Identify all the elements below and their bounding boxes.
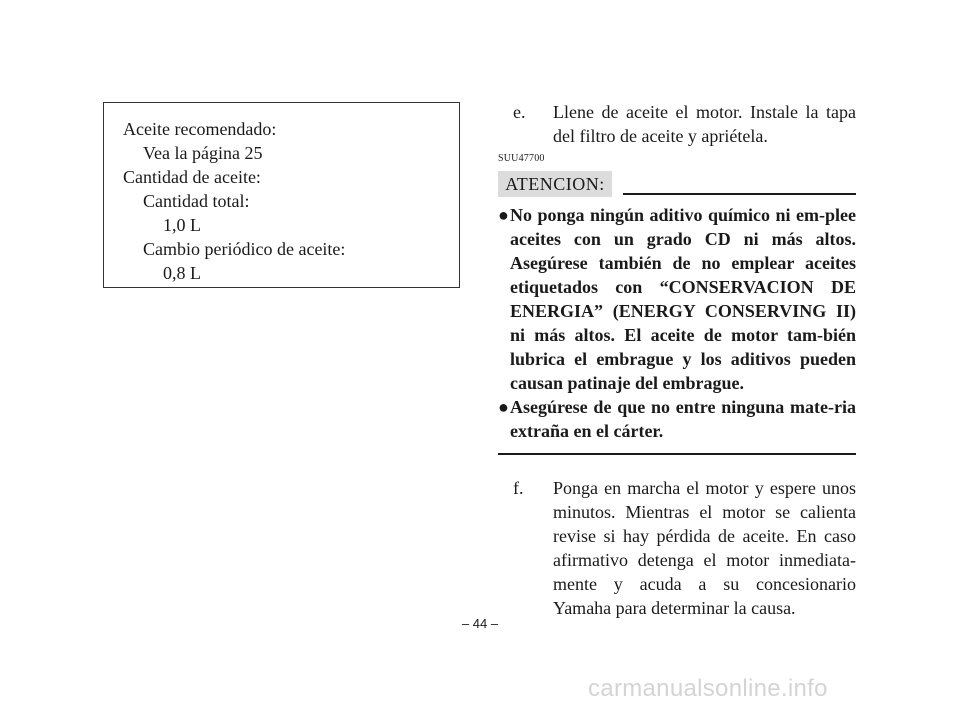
step-e-text: Llene de aceite el motor. Instale la tapa del filtro de aceite y apriételа. (553, 102, 856, 146)
atencion-end-rule (498, 453, 856, 455)
spec-line-see-page: Vea la página 25 (143, 143, 263, 163)
oil-spec-box (103, 102, 460, 288)
watermark: carmanualsonline.info (588, 675, 828, 702)
atencion-rule (623, 193, 856, 195)
step-f-text: Ponga en marcha el motor y espere unos minutos. Mientras el motor se calienta revise si hay pérdida de aceite. En caso afirmativo detenga el motor inmediata-mente y acuda a su concesionario Yamaha para determinar la causa. (553, 478, 856, 618)
spec-line-recommended-oil: Aceite recomendado: (123, 119, 277, 139)
spec-value-periodic: 0,8 L (163, 263, 201, 283)
spec-line-total-quantity: Cantidad total: (143, 191, 250, 211)
step-f-marker: f. (513, 478, 524, 498)
section-code: SUU47700 (498, 153, 545, 164)
warning-item (498, 395, 856, 443)
atencion-label: ATENCION: (498, 171, 612, 197)
spec-line-oil-quantity: Cantidad de aceite: (123, 167, 261, 187)
warning-list (498, 203, 856, 443)
step-f (513, 476, 856, 620)
bullet-icon: ● (498, 205, 509, 225)
warning-text: No ponga ningún aditivo químico ni em-plee aceites con un grado CD ni más altos. Asegúrese también de no emplear aceites etiquetados con “CONSERVACION DE ENERGIA” (ENERGY CONSERVING II) ni más altos. El aceite de motor tam-bién lubrica el embrague y los aditivos pueden causan patinaje del embrague. (510, 205, 856, 393)
warning-text: Asegúrese de que no entre ninguna mate-ria extraña en el cárter. (510, 397, 856, 441)
page-number: – 44 – (461, 616, 499, 631)
atencion-header (498, 171, 856, 197)
bullet-icon: ● (498, 397, 509, 417)
step-e-marker: e. (513, 102, 526, 122)
warning-item (498, 203, 856, 395)
step-e (513, 100, 856, 148)
spec-value-total: 1,0 L (163, 215, 201, 235)
spec-line-periodic-change: Cambio periódico de aceite: (143, 239, 346, 259)
